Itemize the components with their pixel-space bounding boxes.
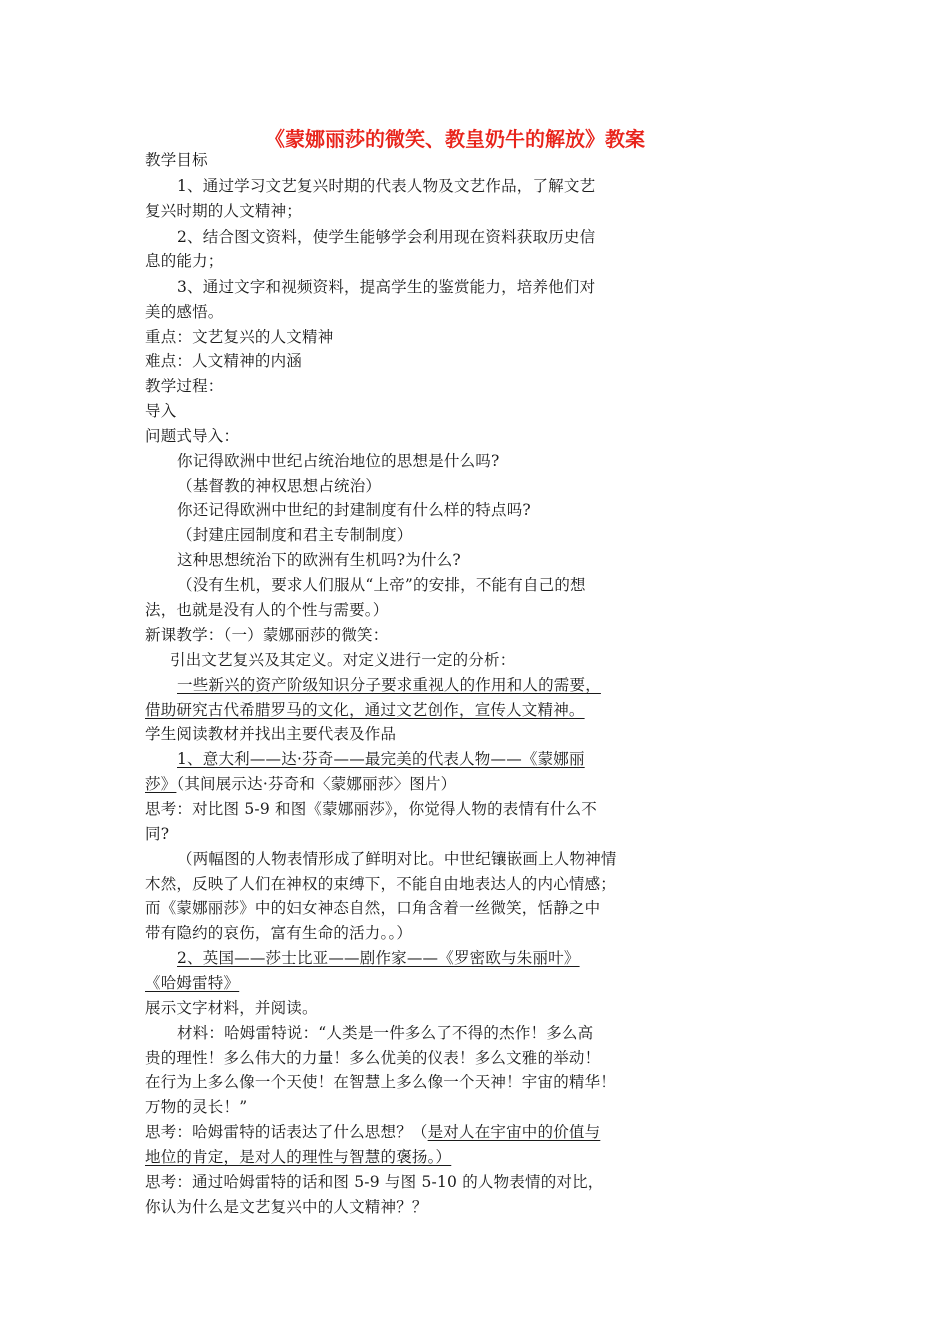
text-line: 你记得欧洲中世纪占统治地位的思想是什么吗? xyxy=(177,452,500,470)
underlined-text-line: 《哈姆雷特》 xyxy=(145,974,240,992)
text-line: 你还记得欧洲中世纪的封建制度有什么样的特点吗? xyxy=(177,501,531,519)
text-line: 教学目标 xyxy=(145,151,208,169)
text-line: 3、通过文字和视频资料，提高学生的鉴赏能力，培养他们对 xyxy=(177,278,596,296)
document-title: 《蒙娜丽莎的微笑、教皇奶牛的解放》教案 xyxy=(265,127,645,151)
text-line: （没有生机，要求人们服从“上帝”的安排，不能有自己的想 xyxy=(177,576,586,594)
text-line: 贵的理性！多么伟大的力量！多么优美的仪表！多么文雅的举动！ xyxy=(145,1049,601,1067)
text-line: 而《蒙娜丽莎》中的妇女神态自然，口角含着一丝微笑，恬静之中 xyxy=(145,899,601,917)
text-line: 你认为什么是文艺复兴中的人文精神？？ xyxy=(145,1198,428,1216)
underlined-text-line: 借助研究古代希腊罗马的文化，通过文艺创作，宣传人文精神。 xyxy=(145,701,585,719)
text-line: 引出文艺复兴及其定义。对定义进行一定的分析： xyxy=(170,651,516,669)
text-line: 复兴时期的人文精神； xyxy=(145,202,303,220)
underlined-text-line: 地位的肯定，是对人的理性与智慧的褒扬。） xyxy=(145,1148,452,1166)
text-line: 万物的灵长！” xyxy=(145,1098,248,1116)
text-line: 导入 xyxy=(145,402,177,420)
text-line xyxy=(145,774,456,794)
text-line: 带有隐约的哀伤，富有生命的活力。。） xyxy=(145,924,413,942)
text-line: 美的感悟。 xyxy=(145,303,224,321)
underlined-text-line: 1、意大利——达·芬奇——最完美的代表人物——《蒙娜丽 xyxy=(177,750,585,768)
text-line: 材料：哈姆雷特说：“人类是一件多么了不得的杰作！多么高 xyxy=(177,1024,594,1042)
text-line: 思考：对比图 5-9 和图《蒙娜丽莎》，你觉得人物的表情有什么不 xyxy=(145,800,597,818)
underlined-text: 是对人在宇宙中的价值与 xyxy=(427,1123,601,1141)
text-line xyxy=(145,1122,600,1142)
text-line: 这种思想统治下的欧洲有生机吗?为什么? xyxy=(177,551,461,569)
text-line: 息的能力； xyxy=(145,252,224,270)
text-line: 1、通过学习文艺复兴时期的代表人物及文艺作品，了解文艺 xyxy=(177,177,596,195)
text-line: 同? xyxy=(145,825,170,843)
underlined-text-line: 2、英国——莎士比亚——剧作家——《罗密欧与朱丽叶》 xyxy=(177,949,580,967)
text-line: （基督教的神权思想占统治） xyxy=(177,477,382,495)
text-line: 展示文字材料，并阅读。 xyxy=(145,999,318,1017)
text-line: 学生阅读教材并找出主要代表及作品 xyxy=(145,725,397,743)
text-line: 思考：通过哈姆雷特的话和图 5-9 与图 5-10 的人物表情的对比， xyxy=(145,1173,604,1191)
inline-text: 思考：哈姆雷特的话表达了什么思想？（ xyxy=(145,1123,428,1141)
text-line: 法，也就是没有人的个性与需要。） xyxy=(145,601,389,619)
text-line: 在行为上多么像一个天使！在智慧上多么像一个天神！宇宙的精华！ xyxy=(145,1073,617,1091)
text-line: 新课教学：（一）蒙娜丽莎的微笑： xyxy=(145,626,389,644)
text-line: （两幅图的人物表情形成了鲜明对比。中世纪镶嵌画上人物神情 xyxy=(177,850,617,868)
text-line: 问题式导入： xyxy=(145,427,240,445)
text-line: 难点：人文精神的内涵 xyxy=(145,352,303,370)
inline-text: （其间展示达·芬奇和〈蒙娜丽莎〉图片） xyxy=(176,775,457,793)
underlined-text-line: 一些新兴的资产阶级知识分子要求重视人的作用和人的需要， xyxy=(177,676,601,694)
text-line: 重点：文艺复兴的人文精神 xyxy=(145,328,334,346)
text-line: 木然，反映了人们在神权的束缚下，不能自由地表达人的内心情感； xyxy=(145,875,617,893)
text-line: 教学过程： xyxy=(145,377,224,395)
text-line: （封建庄园制度和君主专制制度） xyxy=(177,526,413,544)
underlined-text: 莎》 xyxy=(145,775,177,793)
text-line: 2、结合图文资料，使学生能够学会利用现在资料获取历史信 xyxy=(177,228,596,246)
